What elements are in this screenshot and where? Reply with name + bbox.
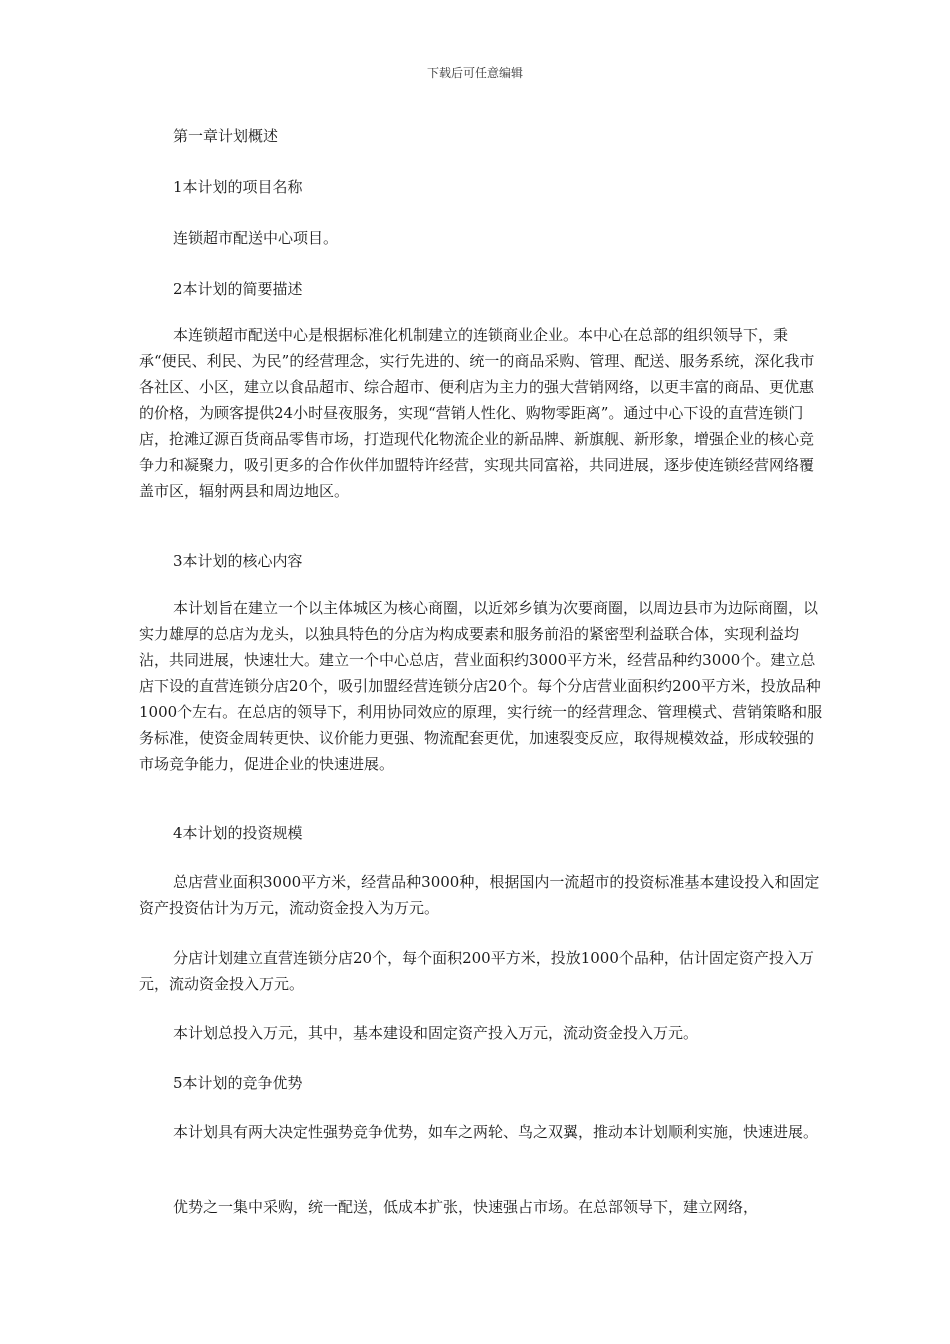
- section-heading-1: 1本计划的项目名称: [173, 178, 303, 196]
- section-heading-2: 2本计划的简要描述: [173, 280, 303, 298]
- section-heading-3: 3本计划的核心内容: [173, 552, 303, 570]
- section-3-paragraph: 本计划旨在建立一个以主体城区为核心商圈，以近郊乡镇为次要商圈，以周边县市为边际商圈，以实力雄厚的总店为龙头，以独具特色的分店为构成要素和服务前沿的紧密型利益联合体，实现利益均沾，共同进展，快速壮大。建立一个中心总店，营业面积约3000平方米，经营品种约3000个。建立总店下设的直营连锁分店20个，吸引加盟经营连锁分店20个。每个分店营业面积约200平方米，投放品种1000个左右。在总店的领导下，利用协同效应的原理，实行统一的经营理念、管理模式、营销策略和服务标准，使资金周转更快、议价能力更强、物流配套更优，加速裂变反应，取得规模效益，形成较强的市场竞争能力，促进企业的快速进展。: [139, 599, 823, 773]
- section-heading-5: 5本计划的竞争优势: [173, 1074, 303, 1092]
- section-heading-4: 4本计划的投资规模: [173, 824, 303, 842]
- section-5-paragraph-1: 本计划具有两大决定性强势竞争优势，如车之两轮、鸟之双翼，推动本计划顺利实施，快速进展。: [173, 1123, 819, 1141]
- section-2-paragraph: 本连锁超市配送中心是根据标准化机制建立的连锁商业企业。本中心在总部的组织领导下，秉承“便民、利民、为民”的经营理念，实行先进的、统一的商品采购、管理、配送、服务系统，深化我市各社区、小区，建立以食品超市、综合超市、便利店为主力的强大营销网络，以更丰富的商品、更优惠的价格，为顾客提供24小时昼夜服务，实现“营销人性化、购物零距离”。通过中心下设的直营连锁门店，抢滩辽源百货商品零售市场，打造现代化物流企业的新品牌、新旗舰、新形象，增强企业的核心竞争力和凝聚力，吸引更多的合作伙伴加盟特许经营，实现共同富裕，共同进展，逐步使连锁经营网络覆盖市区，辐射两县和周边地区。: [139, 326, 815, 500]
- chapter-title: 第一章计划概述: [173, 127, 279, 145]
- page-header: 下载后可任意编辑: [426, 66, 523, 80]
- section-4-paragraph-1: 总店营业面积3000平方米，经营品种3000种，根据国内一流超市的投资标准基本建设投入和固定资产投资估计为万元，流动资金投入为万元。: [139, 873, 820, 917]
- section-4-paragraph-2: 分店计划建立直营连锁分店20个，每个面积200平方米，投放1000个品种，估计固定资产投入万元，流动资金投入万元。: [139, 949, 814, 993]
- section-1-paragraph: 连锁超市配送中心项目。: [173, 229, 339, 247]
- section-5-paragraph-2: 优势之一集中采购，统一配送，低成本扩张，快速强占市场。在总部领导下，建立网络，: [173, 1198, 759, 1216]
- section-4-paragraph-3: 本计划总投入万元，其中，基本建设和固定资产投入万元，流动资金投入万元。: [173, 1024, 699, 1042]
